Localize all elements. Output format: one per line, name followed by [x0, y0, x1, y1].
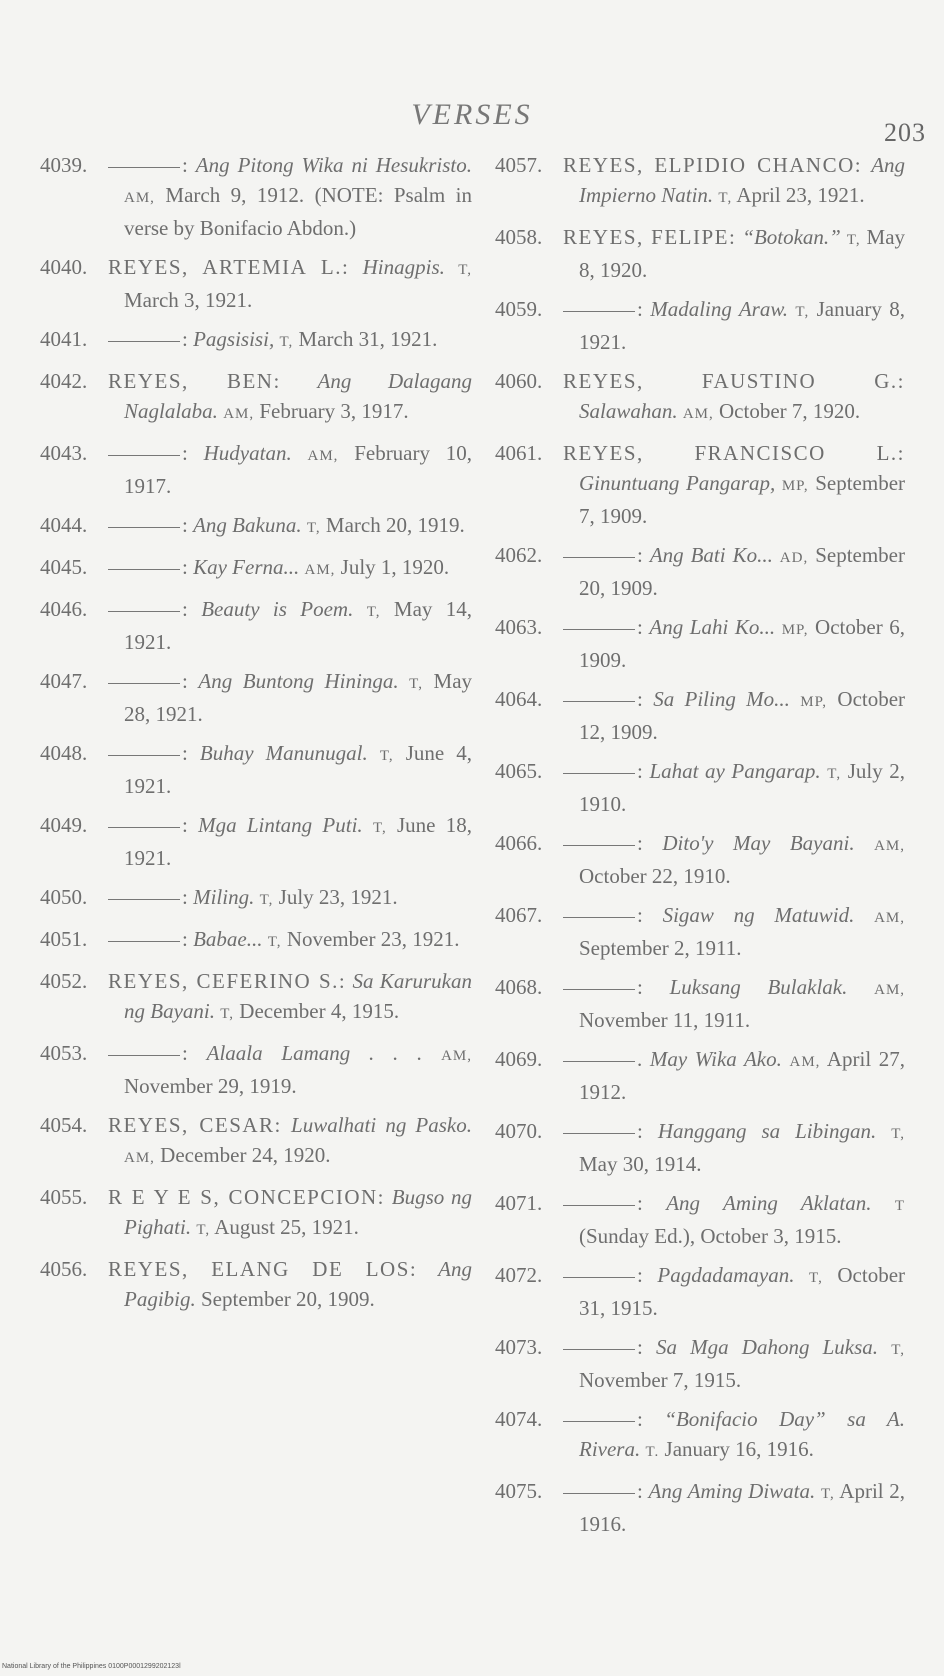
ditto-dash — [563, 1349, 635, 1350]
entry-date: (Sunday Ed.), October 3, 1915. — [579, 1224, 842, 1248]
bibliography-entry — [40, 810, 472, 873]
entry-date: November 7, 1915. — [579, 1368, 742, 1392]
entry-number: 4056. — [40, 1257, 88, 1281]
bibliography-entry — [495, 1116, 905, 1179]
bibliography-entry — [495, 366, 905, 429]
entry-date: June 4, 1921. — [124, 741, 473, 798]
entry-number: 4072. — [495, 1263, 543, 1287]
right-column — [495, 150, 905, 1548]
entry-number: 4044. — [40, 513, 88, 537]
ditto-dash — [108, 827, 180, 828]
bibliography-entry — [495, 1044, 905, 1107]
entry-publication: MP, — [781, 622, 809, 638]
entry-number: 4045. — [40, 555, 88, 579]
entry-title: “Bonifacio Day” sa A. Rivera. — [579, 1407, 905, 1461]
entry-number: 4046. — [40, 597, 88, 621]
bibliography-entry — [40, 510, 472, 543]
entry-publication: T, — [379, 748, 394, 764]
entry-number: 4054. — [40, 1113, 88, 1137]
entry-publication: MP, — [800, 694, 828, 710]
entry-title: Hinagpis. — [362, 255, 445, 279]
entry-number: 4064. — [495, 687, 543, 711]
entry-publication: AM, — [124, 1150, 155, 1166]
entry-date: October 31, 1915. — [579, 1263, 906, 1320]
entry-publication: T, — [891, 1342, 905, 1358]
entry-author: REYES, FELIPE: — [563, 225, 737, 249]
ditto-dash — [108, 569, 180, 570]
entry-date: May 14, 1921. — [124, 597, 473, 654]
entry-title: Ang Aming Diwata. — [648, 1479, 816, 1503]
entry-date: May 30, 1914. — [579, 1152, 702, 1176]
entry-date: January 8, 1921. — [579, 297, 905, 354]
bibliography-entry — [40, 438, 472, 501]
entry-title: Madaling Araw. — [650, 297, 789, 321]
entry-title: Ang Buntong Hininga. — [198, 669, 399, 693]
entry-publication: AD, — [779, 550, 809, 566]
entry-title: Sa Karurukan ng Bayani. — [124, 969, 472, 1023]
ditto-dash — [108, 1055, 180, 1056]
entry-publication: T, — [795, 304, 810, 320]
bibliography-entry — [495, 1332, 905, 1395]
entry-date: May 28, 1921. — [124, 669, 473, 726]
entry-number: 4048. — [40, 741, 88, 765]
bibliography-entry — [40, 1110, 472, 1173]
entry-separator: : — [182, 555, 188, 579]
entry-publication: T, — [267, 934, 282, 950]
running-head: VERSES — [411, 98, 533, 131]
entry-title: Mga Lintang Puti. — [198, 813, 363, 837]
entry-publication: T, — [220, 1006, 235, 1022]
entry-title: Salawahan. — [579, 399, 678, 423]
entry-publication: AM, — [223, 406, 255, 422]
entry-number: 4042. — [40, 369, 88, 393]
bibliography-entry — [40, 552, 472, 585]
bibliography-entry — [40, 594, 472, 657]
entry-number: 4063. — [495, 615, 543, 639]
entry-author: REYES, BEN: — [108, 369, 281, 393]
entry-title: Lahat ay Pangarap. — [649, 759, 821, 783]
ditto-dash — [563, 1421, 635, 1422]
ditto-dash — [563, 629, 635, 630]
entry-title: Beauty is Poem. — [201, 597, 354, 621]
entry-date: April 2, 1916. — [579, 1479, 906, 1536]
entry-title: Babae... — [193, 927, 263, 951]
entry-publication: T, — [891, 1126, 906, 1142]
bibliography-entry — [40, 666, 472, 729]
entry-separator: : — [182, 669, 188, 693]
entry-author: REYES, FAUSTINO G.: — [563, 369, 905, 393]
entry-number: 4039. — [40, 153, 88, 177]
entry-date: June 18, 1921. — [124, 813, 472, 870]
entry-date: October 7, 1920. — [719, 399, 861, 423]
entry-separator: : — [637, 1191, 643, 1215]
entry-title: Pagdadamayan. — [657, 1263, 795, 1287]
bibliography-entry — [40, 366, 472, 429]
entry-title: Hudyatan. — [203, 441, 292, 465]
entry-publication: T, — [820, 1486, 835, 1502]
entry-number: 4050. — [40, 885, 88, 909]
entry-number: 4065. — [495, 759, 543, 783]
bibliography-entry — [495, 540, 905, 603]
entry-number: 4059. — [495, 297, 543, 321]
entry-publication: T, — [372, 820, 387, 836]
entry-publication: T, — [846, 232, 861, 248]
entry-separator: : — [637, 759, 643, 783]
entry-title: Ang Impierno Natin. — [579, 153, 906, 207]
entry-publication: AM, — [789, 1054, 821, 1070]
entry-separator: : — [637, 687, 643, 711]
entry-publication: AM, — [682, 406, 714, 422]
entry-publication: T, — [196, 1222, 211, 1238]
entry-date: November 23, 1921. — [286, 927, 460, 951]
entry-separator: : — [182, 1041, 188, 1065]
bibliography-entry — [40, 924, 472, 957]
entry-publication: T, — [718, 190, 733, 206]
entry-title: Bugso ng Pighati. — [124, 1185, 473, 1239]
entry-publication: T, — [306, 520, 321, 536]
entry-date: February 3, 1917. — [259, 399, 409, 423]
ditto-dash — [563, 701, 635, 702]
entry-number: 4066. — [495, 831, 543, 855]
entry-number: 4070. — [495, 1119, 543, 1143]
entry-number: 4040. — [40, 255, 88, 279]
bibliography-entry — [495, 612, 905, 675]
entry-title: Ang Dalagang Naglalaba. — [124, 369, 473, 423]
entry-publication: AM, — [874, 982, 906, 998]
entry-title: Dito'y May Bayani. — [662, 831, 855, 855]
bibliography-entry — [495, 828, 905, 891]
entry-author: REYES, ELANG DE LOS: — [108, 1257, 418, 1281]
ditto-dash — [563, 1061, 635, 1062]
bibliography-entry — [40, 1182, 472, 1245]
ditto-dash — [108, 899, 180, 900]
bibliography-entry — [495, 972, 905, 1035]
entry-publication: T, — [827, 766, 842, 782]
entry-number: 4051. — [40, 927, 88, 951]
entry-author: REYES, CEFERINO S.: — [108, 969, 347, 993]
left-column — [40, 150, 472, 1323]
entry-separator: : — [637, 1479, 643, 1503]
entry-separator: : — [182, 513, 188, 537]
bibliography-entry — [495, 222, 905, 285]
bibliography-entry — [40, 252, 472, 315]
ditto-dash — [108, 755, 180, 756]
entry-date: August 25, 1921. — [214, 1215, 359, 1239]
entry-number: 4061. — [495, 441, 543, 465]
entry-number: 4053. — [40, 1041, 88, 1065]
bibliography-entry — [495, 438, 905, 531]
entry-date: January 16, 1916. — [664, 1437, 814, 1461]
entry-number: 4055. — [40, 1185, 88, 1209]
entry-date: July 2, 1910. — [579, 759, 906, 816]
ditto-dash — [108, 341, 180, 342]
ditto-dash — [108, 455, 180, 456]
entry-publication: T. — [645, 1444, 660, 1460]
entry-date: April 23, 1921. — [736, 183, 865, 207]
ditto-dash — [563, 845, 635, 846]
ditto-dash — [563, 1205, 635, 1206]
bibliography-entry — [40, 966, 472, 1029]
entry-date: July 1, 1920. — [340, 555, 450, 579]
entry-separator: : — [182, 927, 188, 951]
bibliography-entry — [495, 1404, 905, 1467]
entry-title: Alaala Lamang . . . — [206, 1041, 423, 1065]
entry-publication: T — [894, 1198, 906, 1214]
ditto-dash — [108, 527, 180, 528]
entry-date: September 20, 1909. — [579, 543, 905, 600]
entry-title: Luwalhati ng Pasko. — [291, 1113, 473, 1137]
bibliography-entry — [495, 1260, 905, 1323]
entry-separator: : — [182, 441, 188, 465]
entry-number: 4075. — [495, 1479, 543, 1503]
ditto-dash — [563, 557, 635, 558]
entry-number: 4071. — [495, 1191, 543, 1215]
bibliography-entry — [40, 1038, 472, 1101]
entry-author: REYES, FRANCISCO L.: — [563, 441, 905, 465]
entry-separator: : — [637, 615, 643, 639]
entry-publication: AM, — [441, 1048, 473, 1064]
entry-publication: MP, — [781, 478, 809, 494]
entry-date: March 20, 1919. — [325, 513, 465, 537]
entry-separator: : — [182, 153, 188, 177]
bibliography-entry — [495, 684, 905, 747]
ditto-dash — [108, 683, 180, 684]
entry-title: Ang Pagibig. — [124, 1257, 472, 1311]
bibliography-entry — [495, 150, 905, 213]
entry-publication: AM, — [874, 910, 906, 926]
entry-title: Hanggang sa Libingan. — [657, 1119, 877, 1143]
bibliography-entry — [40, 738, 472, 801]
entry-number: 4062. — [495, 543, 543, 567]
entry-title: Ang Bakuna. — [193, 513, 302, 537]
entry-title: Ang Lahi Ko... — [649, 615, 776, 639]
entry-number: 4041. — [40, 327, 88, 351]
entry-date: November 29, 1919. — [124, 1074, 297, 1098]
entry-publication: T, — [366, 604, 381, 620]
entry-title: Sa Piling Mo... — [653, 687, 790, 711]
entry-number: 4069. — [495, 1047, 543, 1071]
ditto-dash — [108, 167, 180, 168]
entry-number: 4052. — [40, 969, 88, 993]
entry-number: 4074. — [495, 1407, 543, 1431]
entry-title: Sa Mga Dahong Luksa. — [656, 1335, 879, 1359]
entry-publication: T, — [809, 1270, 823, 1286]
entry-separator: : — [637, 831, 643, 855]
bibliography-entry — [40, 882, 472, 915]
entry-separator: . — [637, 1047, 643, 1071]
entry-title: Ginuntuang Pangarap, — [579, 471, 776, 495]
entry-title: Pagsisisi, — [193, 327, 275, 351]
entry-date: December 4, 1915. — [239, 999, 400, 1023]
entry-date: October 6, 1909. — [579, 615, 905, 672]
entry-separator: : — [182, 885, 188, 909]
entry-publication: AM, — [124, 190, 155, 206]
entry-publication: T, — [259, 892, 274, 908]
entry-separator: : — [637, 1263, 643, 1287]
entry-publication: T, — [458, 262, 473, 278]
entry-date: March 3, 1921. — [124, 288, 253, 312]
entry-date: September 2, 1911. — [579, 936, 742, 960]
ditto-dash — [108, 611, 180, 612]
ditto-dash — [108, 941, 180, 942]
entry-separator: : — [637, 1119, 643, 1143]
entry-number: 4058. — [495, 225, 543, 249]
entry-number: 4068. — [495, 975, 543, 999]
page-number: 203 — [884, 118, 926, 147]
ditto-dash — [563, 773, 635, 774]
scan-footer: National Library of the Philippines 0100P0001299202123l — [2, 1663, 181, 1670]
entry-separator: : — [637, 1407, 643, 1431]
ditto-dash — [563, 989, 635, 990]
entry-separator: : — [637, 543, 643, 567]
entry-date: March 9, 1912. (NOTE: Psalm in verse by Bonifacio Abdon.) — [124, 183, 473, 240]
entry-number: 4043. — [40, 441, 88, 465]
entry-separator: : — [637, 903, 643, 927]
entry-title: Luksang Bulaklak. — [669, 975, 848, 999]
entry-title: Ang Pitong Wika ni Hesukristo. — [195, 153, 472, 177]
entry-title: Ang Aming Aklatan. — [666, 1191, 872, 1215]
entry-title: Kay Ferna... — [193, 555, 300, 579]
entry-separator: : — [182, 741, 188, 765]
entry-author: REYES, ELPIDIO CHANCO: — [563, 153, 863, 177]
entry-date: October 12, 1909. — [579, 687, 906, 744]
entry-date: February 10, 1917. — [124, 441, 473, 498]
entry-title: May Wika Ako. — [649, 1047, 782, 1071]
entry-author: REYES, CESAR: — [108, 1113, 282, 1137]
bibliography-entry — [495, 756, 905, 819]
entry-number: 4060. — [495, 369, 543, 393]
entry-publication: T, — [409, 676, 423, 692]
bibliography-entry — [40, 1254, 472, 1314]
ditto-dash — [563, 1277, 635, 1278]
ditto-dash — [563, 917, 635, 918]
entry-date: December 24, 1920. — [160, 1143, 331, 1167]
entry-author: REYES, ARTEMIA L.: — [108, 255, 350, 279]
entry-title: Miling. — [193, 885, 255, 909]
ditto-dash — [563, 311, 635, 312]
entry-date: September 20, 1909. — [201, 1287, 375, 1311]
entry-publication: AM, — [874, 838, 906, 854]
entry-date: September 7, 1909. — [579, 471, 906, 528]
entry-date: November 11, 1911. — [579, 1008, 751, 1032]
ditto-dash — [563, 1493, 635, 1494]
entry-separator: : — [182, 813, 188, 837]
entry-title: Ang Bati Ko... — [649, 543, 773, 567]
entry-number: 4067. — [495, 903, 543, 927]
entry-number: 4049. — [40, 813, 88, 837]
entry-number: 4073. — [495, 1335, 543, 1359]
entry-date: May 8, 1920. — [579, 225, 906, 282]
entry-publication: AM, — [304, 562, 336, 578]
entry-title: Buhay Manunugal. — [199, 741, 368, 765]
entry-number: 4057. — [495, 153, 543, 177]
entry-separator: : — [637, 297, 643, 321]
entry-separator: : — [637, 975, 643, 999]
entry-separator: : — [637, 1335, 643, 1359]
entry-publication: AM, — [307, 448, 339, 464]
bibliography-entry — [40, 324, 472, 357]
bibliography-entry — [495, 1476, 905, 1539]
entry-separator: : — [182, 597, 188, 621]
bibliography-entry — [495, 900, 905, 963]
entry-date: April 27, 1912. — [579, 1047, 906, 1104]
ditto-dash — [563, 1133, 635, 1134]
entry-author: R E Y E S, CONCEPCION: — [108, 1185, 385, 1209]
entry-separator: : — [182, 327, 188, 351]
entry-title: “Botokan.” — [742, 225, 841, 249]
entry-date: July 23, 1921. — [278, 885, 398, 909]
bibliography-entry — [495, 1188, 905, 1251]
entry-publication: T, — [279, 334, 294, 350]
bibliography-entry — [40, 150, 472, 243]
entry-number: 4047. — [40, 669, 88, 693]
entry-title: Sigaw ng Matuwid. — [662, 903, 855, 927]
bibliography-entry — [495, 294, 905, 357]
entry-date: October 22, 1910. — [579, 864, 731, 888]
entry-date: March 31, 1921. — [298, 327, 438, 351]
